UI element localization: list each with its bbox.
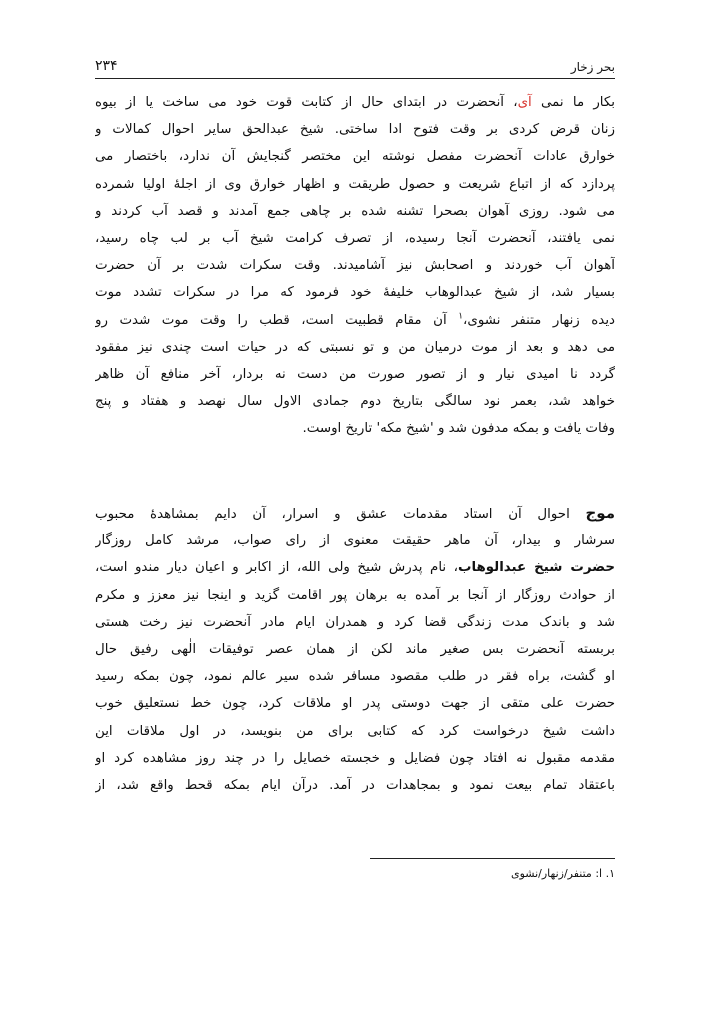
- running-title: بحر زخار: [570, 60, 615, 74]
- header-rule: [95, 78, 615, 79]
- footnote-marker[interactable]: ۱: [458, 311, 464, 322]
- text-line: وفات یافت و بمکه مدفون شد و 'شیخ مکه' تاریخ اوست.: [302, 421, 615, 437]
- footnote-rule: [370, 858, 615, 859]
- text-line: نمی یافتند، آنحضرت آنجا رسیده، از تصرف کرامت شیخ آب بر لب چاه رسید،: [95, 230, 615, 246]
- highlighted-word: آی: [517, 95, 532, 110]
- text-line: بربسته آنحضرت بس صغیر ماند لکن از همان عصر توفیقات الٰهی رفیق حال: [95, 641, 615, 657]
- text-line: شد و باندک مدت زندگی قضا کرد و همدران ایام مادر آنحضرت نیز رخت هستی: [95, 614, 615, 630]
- page-header: [95, 52, 615, 74]
- text-line: سرشار و بیدار، آن ماهر حقیقت معنوی از رای صواب، مرشد کامل روزگار: [95, 533, 615, 549]
- paragraph-2: [95, 500, 615, 799]
- text-line: از حوادث روزگار از آنجا بر آمده به برهان پور اقامت گزید و اینجا نیز معزز و مکرم: [95, 587, 615, 603]
- text-line: می دهد و بعد از موت درمیان من و تو نسبتی که در حیات است چندی نیز مفقود: [95, 339, 615, 355]
- paragraph-1: [95, 89, 615, 442]
- text-line: گردد نا امیدی نیار و از تصور صورت من دست نه بردار، آخر منافع آن ظاهر: [95, 366, 615, 382]
- text-line: آهوان آب خوردند و اصحابش نیز آشامیدند. وقت سکرات شدت بر آن حضرت: [95, 258, 615, 274]
- text-line: بکار ما نمی آی، آنحضرت در ابتدای حال از کتابت قوت خود می ساخت یا از بیوه: [95, 95, 615, 110]
- text-line: خوارق عادات آنحضرت مفصل نوشته این مختصر گنجایش آن ندارد، باختصار می: [95, 149, 615, 165]
- text-line: داشت شیخ درخواست کرد که کتابی برای من بنویسد، در اول ملاقات این: [95, 723, 615, 739]
- text-line: حضرت علی متقی از جهت دوستی پدر او ملاقات کرد، چون خط نستعلیق خوب: [95, 696, 615, 712]
- text-line: می شود. روزی آهوان بصحرا تشنه شده بر چاهی جمع آمدند و قصد آب کردند و: [95, 203, 615, 219]
- text-line: پردازد که از اتباع شریعت و حصول طریقت و اظهار خوارق وی از اجلهٔ اولیا شمرده: [95, 176, 615, 192]
- text-line: زنان قرض کردی بر وقت فتوح ادا ساختی. شیخ عبدالحق سایر احوال کمالات و: [95, 122, 615, 138]
- page-number: ۲۳۴: [95, 58, 118, 74]
- text-line: مقدمه مقبول نه افتاد چون فضایل و خجسته خصایل را در چند روز مشاهده کرد او: [95, 750, 615, 766]
- text-line: او گشت، براه فقر در طلب مقصود مسافر شده سیر عالم نمود، چون بمکه رسید: [95, 669, 615, 685]
- text-line: خواهد شد، بعمر نود سالگی بتاریخ دوم جمادی الاول سال نهصد و هفتاد و پنج: [95, 394, 615, 410]
- text-line: موج احوال آن استاد مقدمات عشق و اسرار، آن دایم بمشاهدهٔ محبوب: [95, 504, 615, 522]
- text-line: بسیار شد، از شیخ عبدالوهاب خلیفهٔ خود فرمود که مرا در سکرات تشدد موت: [95, 285, 615, 301]
- text-line: حضرت شیخ عبدالوهاب، نام پدرش شیخ ولی الله، از اکابر و اعیان دیار مندو است،: [95, 560, 615, 576]
- entry-term: موج: [585, 504, 615, 522]
- footnote: ۱. ا: متنفر/زنهار/نشوی: [510, 867, 615, 880]
- bold-name: حضرت شیخ عبدالوهاب: [458, 560, 615, 576]
- text-line: دیده زنهار متنفر نشوی،$^۱$ آن مقام قطبیت است، قطب را وقت موت شدت رو: [95, 311, 615, 328]
- text-line: باعتقاد تمام بیعت نمود و بمجاهدات در آمد. درآن ایام بمکه قحط واقع شد، از: [95, 777, 615, 793]
